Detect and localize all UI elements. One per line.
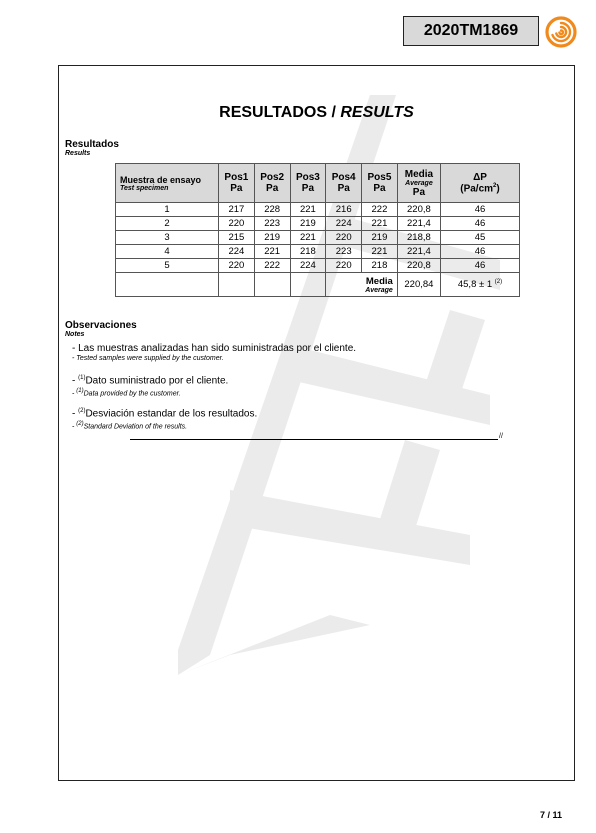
average-label: Media Average — [326, 273, 398, 297]
table-row: 3 215 219 221 220 219 218,8 45 — [116, 231, 520, 245]
note-2: - $^{(1)}$Dato suministrado por el cliente. — [72, 375, 229, 387]
spiral-logo-icon — [545, 16, 577, 48]
table-average-row — [116, 273, 520, 297]
results-table — [115, 163, 520, 297]
results-section-label: Resultados Results — [65, 139, 119, 157]
page-title: RESULTADOS / RESULTS — [219, 104, 414, 121]
note-3: - $^{(2)}$Desviación estandar de los resultados. — [72, 408, 258, 420]
table-row: 5 220 222 224 220 218 220,8 46 — [116, 259, 520, 273]
report-id-box — [403, 16, 539, 46]
header-delta-p: ΔP $(Pa/cm^2)$ — [441, 164, 520, 203]
header-pos4: Pos4 Pa — [326, 164, 362, 203]
note-2-en: - $^{(1)}$Data provided by the customer. — [72, 388, 181, 398]
report-id: 2020TM1869 — [423, 22, 519, 39]
header-specimen: Muestra de ensayo Test specimen — [116, 164, 219, 203]
end-mark: // — [499, 433, 503, 440]
average-delta-p: 45,8 ± 1 $^{(2)}$ — [441, 273, 520, 297]
average-value: 220,84 — [397, 273, 440, 297]
table-row: 4 224 221 218 223 221 221,4 46 — [116, 245, 520, 259]
table-row: 2 220 223 219 224 221 221,4 46 — [116, 217, 520, 231]
header-pos3: Pos3 Pa — [290, 164, 326, 203]
header-media: Media Average Pa — [397, 164, 440, 203]
page-number: 7 / 11 — [540, 810, 563, 820]
observations-section-label: Observaciones Notes — [65, 320, 137, 338]
end-divider — [130, 439, 498, 440]
note-1: - Las muestras analizadas han sido suministradas por el cliente. — [72, 343, 357, 354]
table-header-row — [116, 164, 520, 203]
header-pos2: Pos2 Pa — [254, 164, 290, 203]
note-1-en: - Tested samples were supplied by the customer. — [72, 355, 224, 362]
note-3-en: - $^{(2)}$Standard Deviation of the results. — [72, 421, 188, 431]
header-pos1: Pos1 Pa — [219, 164, 255, 203]
table-row: 1 217 228 221 216 222 220,8 46 — [116, 203, 520, 217]
header-pos5: Pos5 Pa — [362, 164, 398, 203]
